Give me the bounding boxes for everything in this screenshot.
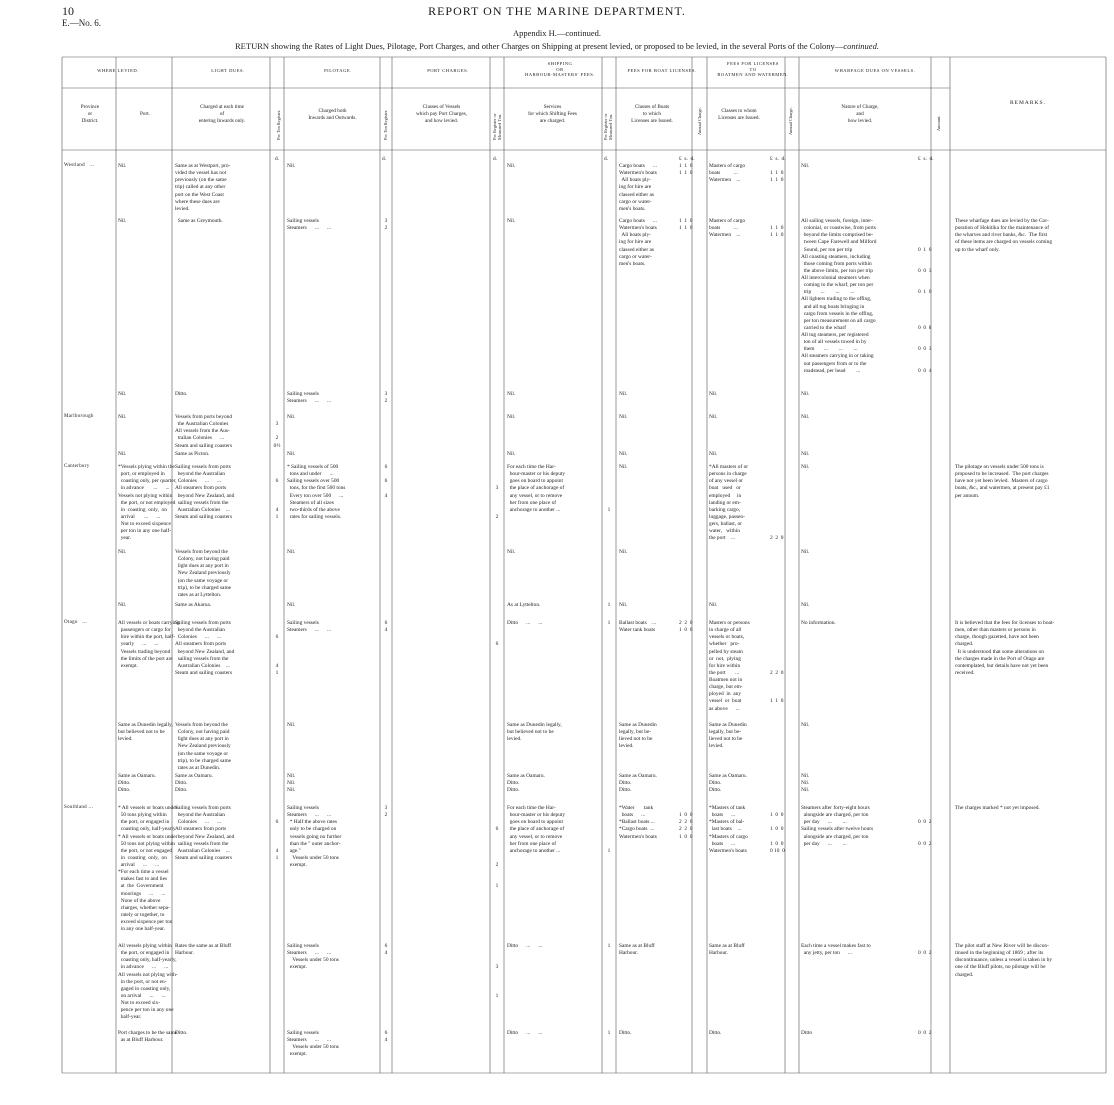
header-boatmen-licenses: FEES FOR LICENSES TO BOATMEN AND WATERMEN. xyxy=(717,61,789,78)
subheader-wharfage-description: Nature of Charge, and how levied. xyxy=(841,104,879,124)
shipping-fees-cell: Ditto ... ... xyxy=(507,1030,543,1036)
boatmen-rate-cell: 1 1 0 1 1 0 xyxy=(770,225,784,239)
subheader-pilotage-unit: Per Ton Register. xyxy=(383,109,388,140)
light-dues-cell: Sailing vessels from ports beyond the Australian Colonies ... ... All steamers from ports beyond New Zealand, and sailing vessels from the Australian Colonies ... Steam and sailing coasters xyxy=(175,805,235,861)
boat-license-cell: Nil. xyxy=(619,464,628,470)
boat-license-cell: Ditto. xyxy=(619,1030,632,1036)
subheader-boat-unit: Annual Charge. xyxy=(697,107,702,135)
document-reference: E.—No. 6. xyxy=(62,18,101,28)
light-rate-cell: 6 4 1 xyxy=(275,478,279,520)
shipping-rate-cell: 1 xyxy=(607,847,611,854)
unit-pilotage-pence: d. xyxy=(382,156,387,162)
light-dues-cell: Same as Akaroa. xyxy=(175,602,212,608)
boatmen-license-cell: Same as Dunedin legally, but be- lieved not to be levied. xyxy=(709,722,747,750)
wharfage-cell: Steamers after forty-eight hours alongside are charged, per ton per day ... ... Sailing vessels after twelve hours alongside are charged, per ton per day ... ... xyxy=(801,805,874,847)
remarks-cell: The charges marked * not yet imposed. xyxy=(955,805,1040,811)
wharfage-cell: Ditto xyxy=(801,1030,813,1036)
subheader-port: Port. xyxy=(140,111,150,117)
port-rate-cell: 3 2 xyxy=(495,485,499,520)
shipping-fees-cell: Same as Oamaru. Ditto. Ditto. xyxy=(507,773,545,794)
shipping-fees-cell: For each time the Har- bour-master or his deputy goes on board to appoint the place of anchorage of any vessel, or to remove her from one place of anchorage to another ... xyxy=(507,464,566,513)
port-name-cell: Same as Dunedin legally, but believed not to be levied. xyxy=(118,722,173,743)
port-rate-cell: 6 2 1 xyxy=(495,826,499,890)
light-dues-cell: Vessels from beyond the Colony, not having paid light dues at any port in New Zealand previously (on the same voyage or trip), to be charged same rates as at Lyttelton. xyxy=(175,549,232,598)
port-name-cell: Port charges to be the same as at Bluff Harbour. xyxy=(118,1030,178,1044)
subheader-light-description: Charged at each time of entering Inwards only. xyxy=(198,104,246,124)
pilotage-rate-cell: 6 4 xyxy=(384,1030,388,1044)
pilotage-cell: Sailing vessels Steamers ... ... xyxy=(287,218,332,232)
light-dues-cell: Sailing vessels from ports beyond the Australian Colonies ... ... All steamers from ports beyond New Zealand, and sailing vessels from the Australian Colonies ... Steam and sailing coasters xyxy=(175,620,235,676)
header-wharfage: WHARFAGE DUES ON VESSELS. xyxy=(834,68,916,73)
unit-boatmen-lsd: £ s. d. xyxy=(770,156,786,162)
boat-rate-cell: 1 1 0 1 1 0 xyxy=(679,218,693,232)
port-name-cell: Nil. xyxy=(118,602,127,608)
pilotage-cell: Sailing vessels Steamers ... ... xyxy=(287,391,332,405)
subheader-shipping-description: Services for which Shifting Fees are charged. xyxy=(528,104,577,124)
port-name-cell: All vessels or boats carrying passengers or cargo for hire within the port, half- yearly ... ... Vessels trading beyond the limits of the port are exempt. xyxy=(118,620,180,669)
port-name-cell: Nil. xyxy=(118,414,127,420)
subheader-port-description: Classes of Vessels which pay Port Charges, and how levied. xyxy=(416,104,467,124)
pilotage-rate-cell: 6 4 xyxy=(384,943,388,957)
remarks-cell: The pilotage on vessels under 500 tons is proposed to be increased. The port charges have not yet been levied. Masters of cargo boats, &c., and watermen, at present pay £1 per annum. xyxy=(955,464,1050,499)
light-dues-cell: Rates the same as at Bluff Harbour. xyxy=(175,943,232,957)
boatmen-license-cell: Same as at Bluff Harbour. xyxy=(709,943,745,957)
port-name-cell: Nil. xyxy=(118,549,127,555)
wharfage-cell: All sailing vessels, foreign, inter- colonial, or coastwise, from ports beyond the limits comprised be- tween Cape Farewell and Milford Sound, per ton per trip All coasting steamers, including those coming from ports within the above limits, per ton per trip All intercolonial steamers when coming to the wharf, per ton per trip ... ... ... All lighters trading to the offing, and all tug boats bringing in cargo from vessels in the offing, per ton measurement on all cargo carried to the wharf All tug steamers, per registered ton of all vessels towed in by them ... ... ... All steamers carrying in or taking out passengers from or to the roadstead, per head ... xyxy=(801,218,877,374)
shipping-rate-cell: 1 xyxy=(607,620,611,626)
remarks-cell: It is believed that the fees for licenses to boat- men, other than masters or persons in charge, though gazetted, have not been charged. It is understood that some alterations on the charges made in the Port of Otago are contemplated, but details have not yet been received. xyxy=(955,620,1055,676)
appendix-label: Appendix H.—continued. xyxy=(512,28,602,38)
pilotage-rate-cell: 3 2 xyxy=(384,218,388,232)
port-name-cell: All vessels plying within the port, or engaged in coasting only, half-yearly, in advance ... ... All vessels not plying with- in the port, or not en- gaged in coasting only, on arrival ... ... Not to exceed six- pence per ton in any one half-year. xyxy=(118,943,178,1021)
subheader-boatmen-unit: Annual Charge. xyxy=(788,107,793,135)
wharfage-cell: Nil. xyxy=(801,464,810,470)
wharfage-rate-cell: 0 1 0 0 0 3 0 1 0 0 0 8 0 0 3 0 0 4 xyxy=(918,246,932,374)
light-dues-cell: Vessels from beyond the Colony, not having paid light dues at any port in New Zealand previously (on the same voyage or trip), to be charged same rates as at Dunedin. xyxy=(175,722,232,771)
unit-port-pence: d. xyxy=(493,156,498,162)
shipping-rate-cell: 1 xyxy=(607,506,611,513)
shipping-rate-cell: 1 xyxy=(607,943,611,949)
shipping-fees-cell: Nil. xyxy=(507,414,516,420)
boatmen-license-cell: Masters of cargo boats ... Watermen ... xyxy=(709,218,746,239)
header-boat-licenses: FEES FOR BOAT LICENSES. xyxy=(627,68,697,73)
wharfage-rate-cell: 0 0 2 xyxy=(918,950,932,957)
boatmen-license-cell: Nil. xyxy=(709,451,718,457)
boat-rate-cell: 2 2 0 1 0 0 xyxy=(679,620,693,634)
return-title-suffix: continued. xyxy=(843,41,879,51)
port-rate-cell: 6 xyxy=(495,641,499,648)
province-cell: Otago ... xyxy=(64,620,88,625)
boatmen-license-cell: *Masters of tank boats ... *Masters of bal- last boats ... *Masters of cargo boats ... Watermen's boats xyxy=(709,805,748,854)
light-dues-cell: Vessels from ports beyond the Australian Colonies All vessels from the Aus- tralian Colonies ... Steam and sailing coasters xyxy=(175,414,233,449)
light-dues-cell: Same as Greymouth. xyxy=(175,218,223,224)
remarks-cell: The pilot staff at New River will be discon- tinued in the beginning of 1869 ; after its discontinuance, unless a vessel is taken in by one of the Bluff pilots, no pilotage will be charged. xyxy=(955,943,1053,978)
return-title xyxy=(0,41,1114,51)
pilotage-rate-cell: 3 2 xyxy=(384,391,388,405)
boat-license-cell: Same as Oamaru. Ditto. Ditto. xyxy=(619,773,657,794)
pilotage-cell: Nil. xyxy=(287,602,296,608)
pilotage-cell: Nil. xyxy=(287,549,296,555)
header-remarks: REMARKS. xyxy=(1010,100,1046,106)
subheader-province: Province or District. xyxy=(80,104,100,124)
province-cell: Marlborough xyxy=(64,414,94,419)
boat-license-cell: Ballast boats ... Water tank boats xyxy=(619,620,657,634)
wharfage-cell: Nil. xyxy=(801,602,810,608)
header-where-levied: WHERE LEVIED. xyxy=(97,68,139,73)
boat-license-cell: Same as at Bluff Harbour. xyxy=(619,943,655,957)
pilotage-cell: Nil. Nil. Nil. xyxy=(287,773,296,794)
unit-boat-lsd: £ s. d. xyxy=(679,156,695,162)
wharfage-cell: Nil. Nil. Nil. xyxy=(801,773,810,794)
boatmen-rate-cell: 2 2 0 1 1 0 xyxy=(770,669,784,705)
subheader-shipping-unit: Per Register or Measured Ton. xyxy=(603,113,613,140)
boat-license-cell: Nil. xyxy=(619,414,628,420)
pilotage-rate-cell: 3 2 xyxy=(384,805,388,819)
pilotage-cell: Nil. xyxy=(287,414,296,420)
wharfage-cell: Nil. xyxy=(801,391,810,397)
wharfage-cell: Nil. xyxy=(801,414,810,420)
pilotage-cell: Sailing vessels Steamers ... ... Vessels under 50 tons exempt. xyxy=(287,943,339,971)
boatmen-license-cell: Nil. xyxy=(709,602,718,608)
pilotage-cell: * Sailing vessels of 500 tons and under ... Sailing vessels over 500 tons, for the first 500 tons Every ton over 500 ... Steamers of all sizes two-thirds of the above rates for sailing vessels. xyxy=(287,464,346,520)
pilotage-cell: Nil. xyxy=(287,722,296,728)
header-pilotage: PILOTAGE. xyxy=(324,68,352,73)
boatmen-license-cell: *All masters of or persons in charge of any vessel or boat used or employed in landing or em- barking cargo, luggage, passen- gers, ballast, or water, within the port ... xyxy=(709,464,749,542)
boat-license-cell: Nil. xyxy=(619,451,628,457)
shipping-fees-cell: Nil. xyxy=(507,549,516,555)
return-title-main: RETURN showing the Rates of Light Dues, Pilotage, Port Charges, and other Charges on Shipping at present levied, or proposed to be levied, in the several Ports of the Colony— xyxy=(235,41,844,51)
port-name-cell: Nil. xyxy=(118,451,127,457)
boatmen-rate-cell: 2 2 0 xyxy=(770,535,784,542)
pilotage-cell: Sailing vessels Steamers ... ... Vessels under 50 tons exempt. xyxy=(287,1030,339,1058)
wharfage-rate-cell: 0 0 2 xyxy=(918,1030,932,1036)
shipping-fees-cell: As at Lyttelton. xyxy=(507,602,541,608)
boatmen-license-cell: Masters or persons in charge of all vessels or boats, whether pro- pelled by steam or not, plying for hire within the port ... Boatmen not in charge, but em- ployed in any vessel or boat as above ... xyxy=(709,620,750,712)
shipping-rate-cell: 1 xyxy=(607,602,611,608)
boatmen-license-cell: Nil. xyxy=(709,414,718,420)
light-dues-cell: Ditto. xyxy=(175,1030,188,1036)
port-name-cell: * All vessels or boats under 50 tons plying within the port, or engaged in coasting only, half-yearly * All vessels or boats under 50 tons not plying within the port, or not engaged in coasting only, on arrival ... ... *For each time a vessel makes fast to and lies at the Government moorings ... ... None of the above charges, whether sepa- rately or together, to exceed sixpence per ton in any one half-year. xyxy=(118,805,178,933)
wharfage-cell: No information. xyxy=(801,620,836,626)
port-name-cell: Nil. xyxy=(118,391,127,397)
report-title: REPORT ON THE MARINE DEPARTMENT. xyxy=(428,4,686,18)
boat-license-cell: Same as Dunedin legally, but be- lieved not to be levied. xyxy=(619,722,657,750)
boat-license-cell: Cargo boats ... Watermen's boats All boats ply- ing for hire are classed either as cargo or water- men's boats. xyxy=(619,218,657,267)
boat-rate-cell: 1 1 0 1 1 0 xyxy=(679,163,693,177)
header-light-dues: LIGHT DUES. xyxy=(211,68,245,73)
unit-light-pence: d. xyxy=(275,156,280,162)
boatmen-license-cell: Ditto. xyxy=(709,1030,722,1036)
boat-license-cell: Nil. xyxy=(619,549,628,555)
pilotage-cell: Sailing vessels Steamers ... ... xyxy=(287,620,332,634)
shipping-fees-cell: Nil. xyxy=(507,218,516,224)
boatmen-rate-cell: 1 1 0 1 1 0 xyxy=(770,170,784,184)
page-number: 10 xyxy=(62,4,74,18)
boatmen-license-cell: Same as Oamaru. Ditto. Ditto. xyxy=(709,773,747,794)
province-cell: Westland ... xyxy=(64,163,95,168)
port-rate-cell: 3 1 xyxy=(495,964,499,999)
boat-license-cell: Nil. xyxy=(619,602,628,608)
boat-license-cell: Cargo boats ... Watermen's boats All boats ply- ing for hire are classed either as cargo or water- men's boats. xyxy=(619,163,657,212)
wharfage-cell: Each time a vessel makes fast to any jetty, per ton ... xyxy=(801,943,871,957)
shipping-fees-cell: Ditto ... ... xyxy=(507,943,543,949)
wharfage-cell: Nil. xyxy=(801,451,810,457)
light-dues-cell: Sailing vessels from ports beyond the Australian Colonies ... ... All steamers from ports beyond New Zealand, and sailing vessels from the Australian Colonies ... Steam and sailing coasters xyxy=(175,464,235,520)
boatmen-rate-cell: 1 0 0 1 0 0 1 0 0 0 10 0 xyxy=(770,812,785,854)
wharfage-cell: Nil. xyxy=(801,549,810,555)
pilotage-rate-cell: 6 4 xyxy=(384,620,388,634)
shipping-fees-cell: Nil. xyxy=(507,391,516,397)
unit-shipping-pence: d. xyxy=(604,156,609,162)
shipping-fees-cell: Same as Dunedin legally, but believed not to be levied. xyxy=(507,722,562,743)
pilotage-cell: Nil. xyxy=(287,451,296,457)
header-port-charges: PORT CHARGES. xyxy=(427,68,469,73)
subheader-boatmen-description: Classes to whom Licenses are Issued. xyxy=(718,108,760,121)
port-name-cell: *Vessels plying within the port, or employed in coasting only, per quarter, in advance ... ... Vessels not plying within the port, or not employed in coasting only, on arrival ... ... Not to exceed sixpence per ton in any one half- year. xyxy=(118,464,177,542)
subheader-boat-description: Classes of Boats to which Licenses are Issued. xyxy=(631,104,673,124)
boatmen-license-cell: Masters of cargo boats ... Watermen ... xyxy=(709,163,746,184)
shipping-fees-cell: Nil. xyxy=(507,163,516,169)
light-dues-cell: Same as Picton. xyxy=(175,451,210,457)
light-dues-cell: Same as Oamaru. Ditto. Ditto. xyxy=(175,773,213,794)
subheader-wharfage-unit: Amount. xyxy=(936,115,941,131)
port-name-cell: Same as Oamaru. Ditto. Ditto. xyxy=(118,773,156,794)
pilotage-cell: Sailing vessels Steamers ... ... * Half the above rates only to be charged on vessels going no further than the " outer anchor- age." Vessels under 50 tons exempt. xyxy=(287,805,342,868)
province-cell: Canterbury xyxy=(64,464,90,469)
province-cell: Southland ... xyxy=(64,805,94,810)
light-dues-cell: Same as at Westport, pro- vided the vessel has not previously (on the same trip) called at any other port on the West Coast where these dues are levied. xyxy=(175,163,231,212)
subheader-light-unit: Per Ton Register. xyxy=(276,109,281,140)
shipping-rate-cell: 1 xyxy=(607,1030,611,1036)
shipping-fees-cell: Nil. xyxy=(507,451,516,457)
wharfage-cell: Nil. xyxy=(801,163,810,169)
light-rate-cell: 3 2 0½ xyxy=(273,421,281,449)
boatmen-license-cell: Nil. xyxy=(709,391,718,397)
wharfage-cell: Nil. xyxy=(801,722,810,728)
light-dues-cell: Ditto. xyxy=(175,391,188,397)
shipping-fees-cell: For each time the Har- bour-master or his deputy goes on board to appoint the place of anchorage of any vessel, or to remove her from one place of anchorage to another ... xyxy=(507,805,566,854)
boat-license-cell: *Water tank boats ... *Ballast boats ... *Cargo boats ... Watermen's boats xyxy=(619,805,657,840)
port-name-cell: Nil. xyxy=(118,163,127,169)
boat-license-cell: Nil. xyxy=(619,391,628,397)
pilotage-cell: Nil. xyxy=(287,163,296,169)
header-shipping-fees: SHIPPING OR HARBOUR-MASTERS' FEES. xyxy=(524,61,596,78)
boat-rate-cell: 1 0 0 2 2 0 2 2 0 1 0 0 xyxy=(679,812,693,840)
shipping-fees-cell: Ditto ... ... xyxy=(507,620,543,626)
subheader-port-unit: Per Register or Measured Ton. xyxy=(492,113,502,140)
light-rate-cell: 6 4 1 xyxy=(275,819,279,861)
pilotage-rate-cell: 6 6 4 xyxy=(384,464,388,499)
light-rate-cell: 6 4 1 xyxy=(275,634,279,676)
subheader-pilotage-description: Charged both Inwards and Outwards. xyxy=(308,108,357,121)
unit-wharfage-lsd: £ s. d. xyxy=(918,156,934,162)
remarks-cell: These wharfage dues are levied by the Cor- poration of Hokitika for the maintenance of the wharves and river banks, &c. The first of these items are charged on vessels coming up to the wharf only. xyxy=(955,218,1053,253)
wharfage-rate-cell: 0 0 2 0 0 2 xyxy=(918,819,932,847)
port-name-cell: Nil. xyxy=(118,218,127,224)
